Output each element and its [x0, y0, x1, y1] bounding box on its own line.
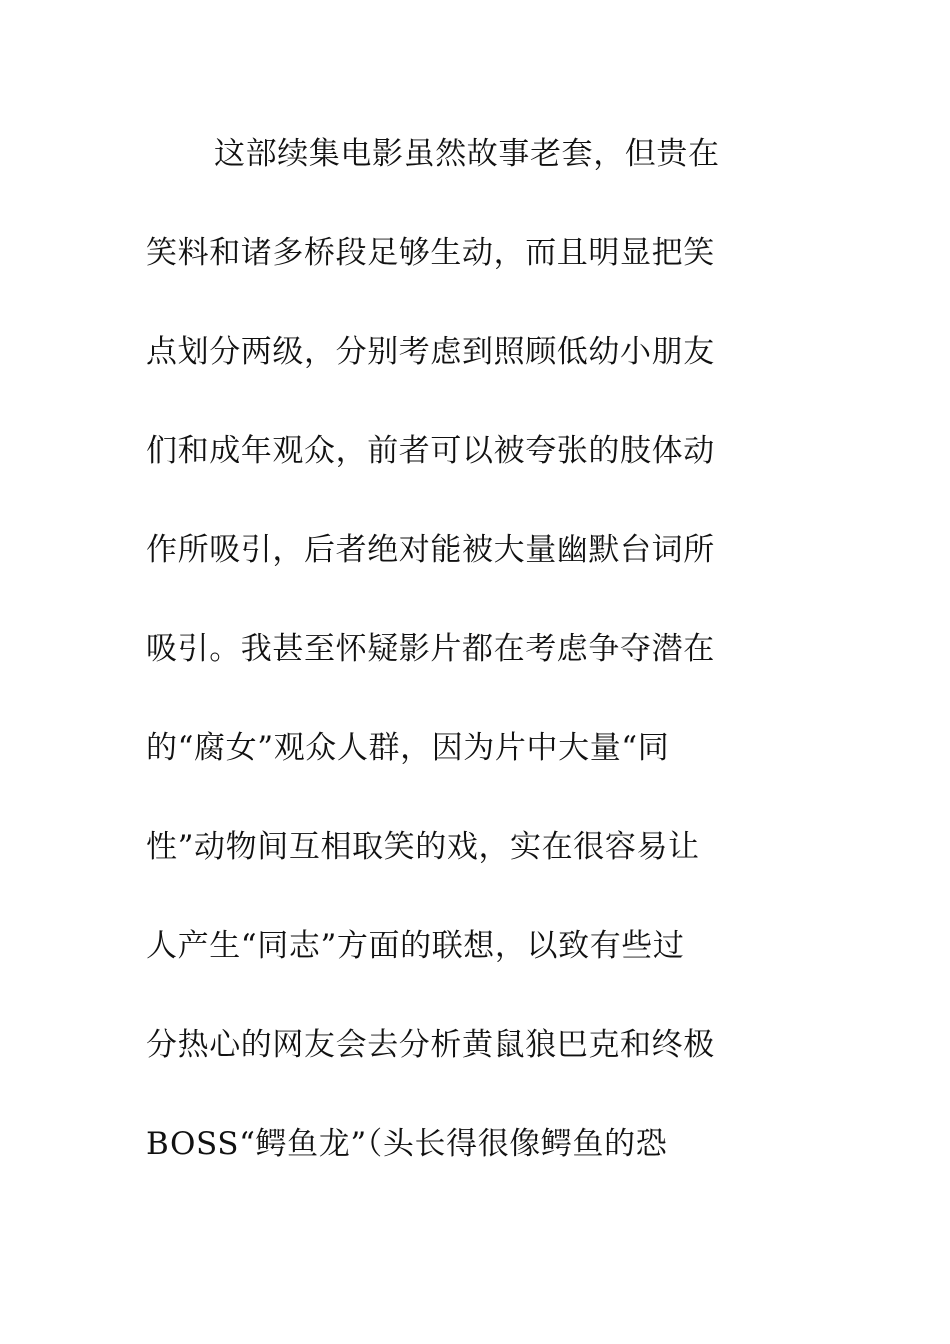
- text-line: 作所吸引，后者绝对能被大量幽默台词所: [146, 532, 715, 568]
- text-line: 点划分两级，分别考虑到照顾低幼小朋友: [146, 334, 715, 370]
- text-line: 这部续集电影虽然故事老套，但贵在: [214, 136, 720, 172]
- text-line: 性”动物间互相取笑的戏，实在很容易让: [146, 829, 700, 865]
- text-line: 分热心的网友会去分析黄鼠狼巴克和终极: [146, 1027, 715, 1063]
- text-line: 笑料和诸多桥段足够生动，而且明显把笑: [146, 235, 715, 271]
- body-paragraph: [146, 124, 786, 1213]
- text-line: 的“腐女”观众人群，因为片中大量“同: [146, 730, 670, 766]
- text-line: 人产生“同志”方面的联想，以致有些过: [146, 928, 685, 964]
- text-line: 吸引。我甚至怀疑影片都在考虑争夺潜在: [146, 631, 715, 667]
- text-line: 们和成年观众，前者可以被夸张的肢体动: [146, 433, 715, 469]
- text-line: BOSS“鳄鱼龙”（头长得很像鳄鱼的恐: [146, 1126, 668, 1162]
